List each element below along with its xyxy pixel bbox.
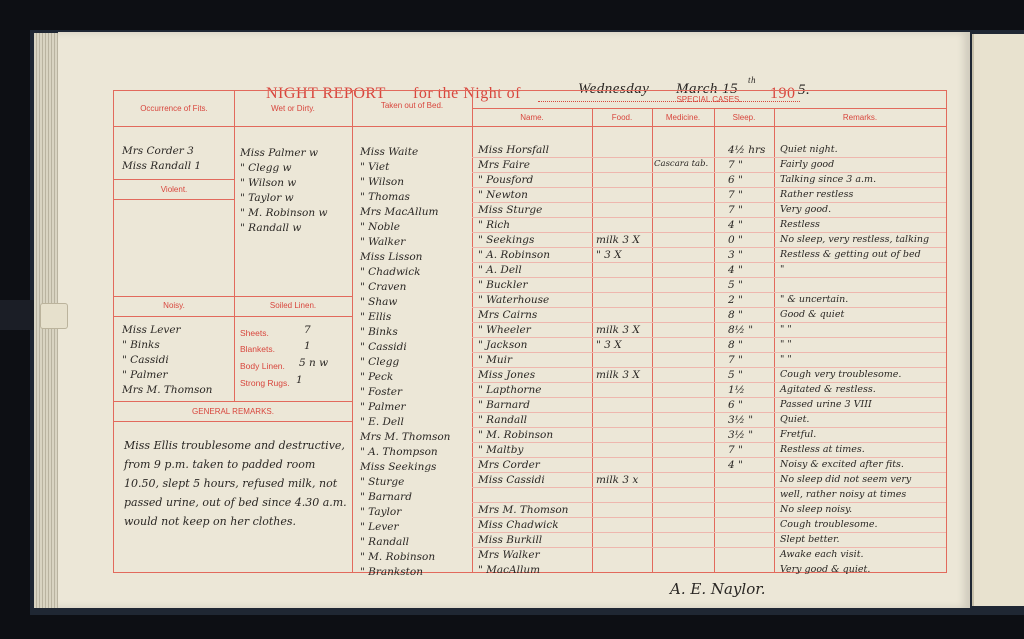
special-remarks: Very good.	[780, 204, 832, 215]
header-special-cases: SPECIAL CASES.	[676, 95, 742, 104]
general-remarks-text: Miss Ellis troublesome and destructive, from 9 p.m. taken to padded room 10.50, slept 5 hours, refused milk, not passed urine, out of bed since 4.30 a.m. would not keep on her clothes.	[124, 439, 347, 528]
special-food: milk 3 x	[596, 474, 639, 486]
special-remarks: No sleep, very restless, talking	[780, 234, 930, 245]
special-remarks: Awake each visit.	[780, 549, 864, 560]
header-medicine: Medicine.	[665, 113, 701, 122]
bed-entry: " Ellis	[360, 311, 392, 323]
special-name: Mrs Cairns	[478, 309, 538, 321]
special-remarks: Noisy & excited after fits.	[780, 459, 904, 470]
special-food: " 3 X	[596, 249, 622, 261]
bed-entry: " Shaw	[360, 296, 398, 308]
special-name: " Jackson	[478, 339, 528, 351]
bed-entry: " Peck	[360, 371, 394, 383]
header-remarks: Remarks.	[842, 113, 878, 122]
noisy-entry: " Palmer	[122, 369, 168, 381]
bed-entry: " Viet	[360, 161, 390, 173]
bed-entry: Mrs MacAllum	[360, 206, 439, 218]
special-remarks: " "	[780, 354, 792, 365]
bed-entry: " M. Robinson	[360, 551, 436, 563]
title-for-night-of: for the Night of	[413, 85, 521, 102]
wet-entry: " Wilson w	[240, 177, 297, 189]
bed-entry: Miss Lisson	[360, 251, 423, 263]
bed-entry: " Randall	[360, 536, 410, 548]
header-wet-or-dirty: Wet or Dirty.	[271, 104, 315, 113]
special-sleep: 8 "	[728, 339, 743, 351]
special-sleep: 4 "	[728, 459, 743, 471]
report-date-suffix: th	[748, 75, 757, 85]
wet-entry: " Taylor w	[240, 192, 294, 204]
special-remarks: Rather restless	[780, 189, 854, 200]
special-sleep: 7 "	[728, 444, 743, 456]
special-sleep: 7 "	[728, 159, 743, 171]
special-remarks: Quiet.	[780, 414, 810, 425]
special-name: " A. Robinson	[478, 249, 550, 261]
title-night-report: NIGHT REPORT	[266, 85, 386, 102]
nurse-signature: A. E. Naylor.	[670, 580, 766, 598]
soiled-label: Blankets.	[240, 344, 275, 354]
soiled-label: Sheets.	[240, 328, 269, 338]
special-sleep: 7 "	[728, 189, 743, 201]
special-remarks: Fretful.	[780, 429, 817, 440]
special-name: Miss Jones	[478, 369, 536, 381]
ledger-page	[58, 32, 970, 608]
special-sleep: 0 "	[728, 234, 743, 246]
special-sleep: 5 "	[728, 369, 743, 381]
bed-entry: " Palmer	[360, 401, 406, 413]
bed-entry: Miss Seekings	[360, 461, 437, 473]
special-name: " Waterhouse	[478, 294, 550, 306]
report-year-suffix: 5.	[798, 82, 811, 98]
special-remarks: No sleep noisy.	[780, 504, 853, 515]
special-remarks: No sleep did not seem very	[780, 474, 912, 485]
special-medicine: Cascara tab.	[654, 159, 709, 169]
report-year-prefix: 190	[770, 85, 796, 102]
special-remarks: Agitated & restless.	[780, 384, 876, 395]
special-sleep: 3½ "	[728, 429, 754, 441]
soiled-label: Body Linen.	[240, 361, 285, 371]
bed-entry: " Thomas	[360, 191, 410, 203]
special-name: " M. Robinson	[478, 429, 554, 441]
special-food: milk 3 X	[596, 234, 640, 246]
special-name: Mrs Faire	[478, 159, 530, 171]
header-occurrence-of-fits: Occurrence of Fits.	[140, 104, 208, 113]
bed-entry: " Foster	[360, 386, 403, 398]
special-sleep: 8½ "	[728, 324, 754, 336]
special-name: " Seekings	[478, 234, 535, 246]
header-taken-out-of-bed: Taken out of Bed.	[380, 101, 444, 110]
page-tab	[40, 303, 68, 329]
special-name: " Lapthorne	[478, 384, 542, 396]
soiled-label: Strong Rugs.	[240, 378, 290, 388]
bed-entry: " Walker	[360, 236, 406, 248]
special-sleep: 4½ hrs	[728, 144, 766, 156]
special-name: Miss Horsfall	[478, 144, 549, 156]
special-name: " A. Dell	[478, 264, 522, 276]
special-sleep: 4 "	[728, 219, 743, 231]
special-sleep: 2 "	[728, 294, 743, 306]
soiled-value: 7	[304, 324, 311, 336]
bed-entry: " Taylor	[360, 506, 402, 518]
report-day: Wednesday	[578, 81, 650, 97]
section-general-remarks: GENERAL REMARKS.	[192, 407, 274, 416]
section-soiled-linen: Soiled Linen.	[269, 301, 317, 310]
bed-entry: " E. Dell	[360, 416, 404, 428]
special-name: Mrs Walker	[478, 549, 540, 561]
special-name: " Pousford	[478, 174, 534, 186]
bed-entry: " Binks	[360, 326, 398, 338]
special-sleep: 3 "	[728, 249, 743, 261]
header-name: Name.	[520, 113, 544, 122]
noisy-entry: Miss Lever	[122, 324, 181, 336]
wet-entry: " Clegg w	[240, 162, 292, 174]
special-remarks: " "	[780, 324, 792, 335]
special-remarks: Cough troublesome.	[780, 519, 878, 530]
section-violent: Violent.	[160, 185, 188, 194]
fits-entry: Mrs Corder 3	[122, 145, 194, 157]
wet-entry: " Randall w	[240, 222, 302, 234]
bed-entry: " Craven	[360, 281, 407, 293]
special-remarks: " "	[780, 339, 792, 350]
special-food: milk 3 X	[596, 369, 640, 381]
soiled-value: 1	[304, 340, 311, 352]
bed-entry: " Barnard	[360, 491, 412, 503]
bed-entry: " Clegg	[360, 356, 400, 368]
special-name: Miss Cassidi	[478, 474, 545, 486]
special-name: Mrs Corder	[478, 459, 540, 471]
special-remarks: Very good & quiet.	[780, 564, 871, 575]
fits-entry: Miss Randall 1	[122, 160, 202, 172]
bed-entry: " Sturge	[360, 476, 405, 488]
bed-entry: Mrs M. Thomson	[360, 431, 451, 443]
noisy-entry: Mrs M. Thomson	[122, 384, 213, 396]
special-remarks: Quiet night.	[780, 144, 838, 155]
special-name: " Randall	[478, 414, 528, 426]
bed-entry: " Noble	[360, 221, 400, 233]
special-remarks: Passed urine 3 VIII	[780, 399, 872, 410]
special-name: " Barnard	[478, 399, 530, 411]
special-remarks: well, rather noisy at times	[780, 489, 907, 500]
special-name: Mrs M. Thomson	[478, 504, 569, 516]
special-name: " MacAllum	[478, 564, 541, 576]
bed-entry: " Wilson	[360, 176, 404, 188]
soiled-value: 1	[296, 374, 303, 386]
special-name: " Newton	[478, 189, 528, 201]
report-date: March 15	[676, 81, 739, 97]
special-name: " Rich	[478, 219, 511, 231]
header-sleep: Sleep.	[732, 113, 756, 122]
bed-entry: " Cassidi	[360, 341, 407, 353]
header-food: Food.	[611, 113, 633, 122]
special-remarks: Restless & getting out of bed	[780, 249, 921, 260]
special-remarks: "	[780, 264, 785, 275]
bed-entry: " Chadwick	[360, 266, 421, 278]
special-name: Miss Burkill	[478, 534, 543, 546]
special-sleep: 6 "	[728, 399, 743, 411]
special-food: " 3 X	[596, 339, 622, 351]
special-remarks: Good & quiet	[780, 309, 845, 320]
special-remarks: Restless	[780, 219, 820, 230]
section-noisy: Noisy.	[163, 301, 185, 310]
special-name: " Muir	[478, 354, 513, 366]
bed-entry: " Brankston	[360, 566, 423, 578]
special-name: " Maltby	[478, 444, 524, 456]
special-remarks: Cough very troublesome.	[780, 369, 902, 380]
special-sleep: 3½ "	[728, 414, 754, 426]
noisy-entry: " Cassidi	[122, 354, 169, 366]
special-name: Miss Chadwick	[478, 519, 559, 531]
special-remarks: Restless at times.	[780, 444, 865, 455]
special-remarks: Slept better.	[780, 534, 840, 545]
soiled-value: 5 n w	[299, 357, 329, 369]
special-remarks: " & uncertain.	[780, 294, 849, 305]
special-sleep: 5 "	[728, 279, 743, 291]
bed-entry: " Lever	[360, 521, 399, 533]
facing-page	[972, 34, 1024, 606]
special-remarks: Talking since 3 a.m.	[780, 174, 877, 185]
wet-entry: " M. Robinson w	[240, 207, 328, 219]
special-sleep: 4 "	[728, 264, 743, 276]
special-sleep: 7 "	[728, 204, 743, 216]
report-form	[113, 90, 947, 578]
special-sleep: 7 "	[728, 354, 743, 366]
special-name: " Wheeler	[478, 324, 531, 336]
special-name: Miss Sturge	[478, 204, 543, 216]
bed-entry: " A. Thompson	[360, 446, 438, 458]
special-food: milk 3 X	[596, 324, 640, 336]
special-sleep: 8 "	[728, 309, 743, 321]
special-name: " Buckler	[478, 279, 528, 291]
bed-entry: Miss Waite	[360, 146, 419, 158]
wet-entry: Miss Palmer w	[240, 147, 318, 159]
noisy-entry: " Binks	[122, 339, 160, 351]
special-remarks: Fairly good	[780, 159, 835, 170]
special-sleep: 1½	[728, 384, 745, 396]
special-sleep: 6 "	[728, 174, 743, 186]
